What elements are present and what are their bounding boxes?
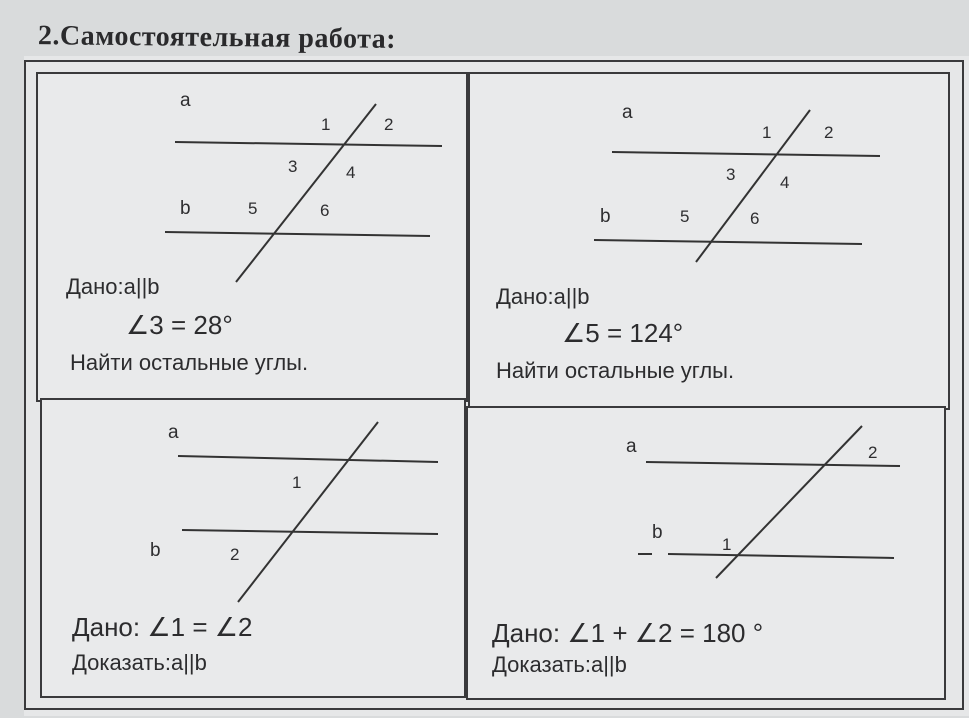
given-text: Дано: ∠1 = ∠2: [72, 612, 253, 642]
label-b: b: [600, 206, 611, 227]
angle-5: 5: [248, 199, 258, 218]
worksheet-title: 2.Самостоятельная работа:: [37, 20, 397, 55]
label-b: b: [180, 198, 191, 219]
line-b: [165, 232, 430, 236]
angle-6: 6: [750, 209, 760, 228]
label-b: b: [150, 540, 161, 561]
angle-3: 3: [726, 165, 736, 184]
angle-2: 2: [868, 443, 878, 462]
angle-4: 4: [780, 173, 790, 192]
angle-1: 1: [321, 115, 331, 134]
label-a: a: [180, 90, 191, 111]
task-cell-1: [36, 72, 468, 402]
line-a: [175, 142, 442, 146]
line-a: [178, 456, 438, 462]
task-text: Доказать:a||b: [492, 652, 627, 677]
given-text: Дано:a||b: [496, 284, 590, 309]
line-a: [612, 152, 880, 156]
angle-2: 2: [824, 123, 834, 142]
angle-3: 3: [288, 157, 298, 176]
transversal: [236, 104, 376, 282]
line-b: [594, 240, 862, 244]
given-text: Дано: ∠1 + ∠2 = 180 °: [492, 618, 764, 648]
task-text: Доказать:a||b: [72, 650, 207, 675]
task-cell-2: [468, 72, 950, 410]
angle-1: 1: [722, 535, 732, 554]
line-b: [668, 554, 894, 558]
task-cell-4: [466, 406, 946, 700]
angle-6: 6: [320, 201, 330, 220]
label-a: a: [168, 422, 179, 443]
line-a: [646, 462, 900, 466]
label-a: a: [626, 436, 637, 457]
transversal: [238, 422, 378, 602]
condition-text: ∠3 = 28°: [126, 310, 233, 340]
angle-1: 1: [292, 473, 302, 492]
line-b: [182, 530, 438, 534]
transversal: [696, 110, 810, 262]
given-text: Дано:a||b: [66, 274, 160, 299]
angle-1: 1: [762, 123, 772, 142]
label-b: b: [652, 522, 663, 543]
task-text: Найти остальные углы.: [496, 358, 735, 383]
task-text: Найти остальные углы.: [70, 350, 309, 375]
angle-4: 4: [346, 163, 356, 182]
condition-text: ∠5 = 124°: [562, 318, 684, 348]
angle-2: 2: [384, 115, 394, 134]
angle-2: 2: [230, 545, 240, 564]
angle-5: 5: [680, 207, 690, 226]
task-cell-3: [40, 398, 466, 698]
label-a: a: [622, 102, 633, 123]
